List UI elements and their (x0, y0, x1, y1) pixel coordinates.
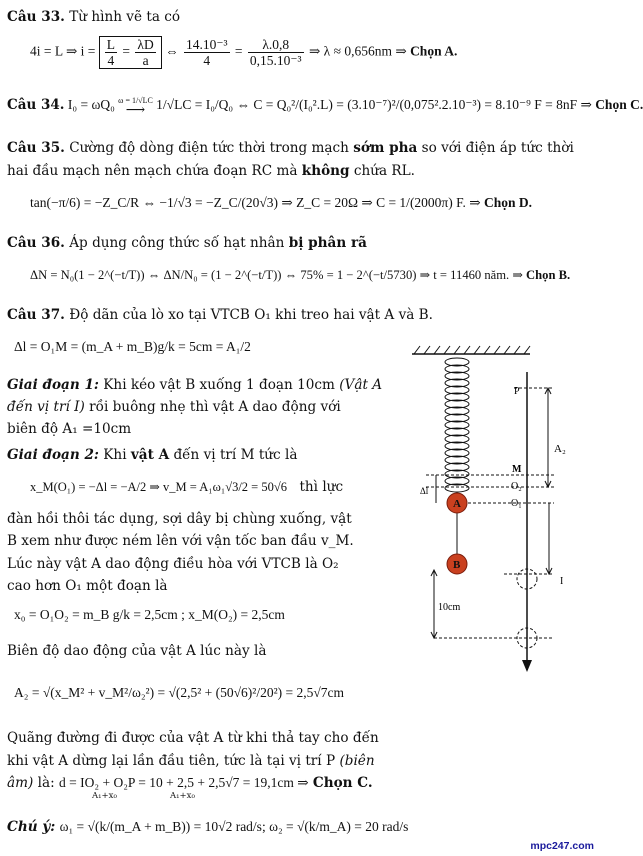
q35-line2 (7, 162, 415, 180)
axis-arrow (522, 660, 532, 672)
q36-title: Câu 36. (7, 235, 65, 251)
q37-eq-d: d = IO₂ + O₂P = 10 + 2,5 + 2,5√7 = 19,1cm ⇒ (59, 775, 309, 790)
q34-arrow-label: ω = 1/√LC (118, 96, 153, 106)
q37-dist-note: (biên (339, 753, 375, 769)
q34-answer: Chọn C. (595, 97, 643, 112)
q33-f2-den: a (142, 53, 149, 68)
q37-eq-dl: Δl = O₁M = (m_A + m_B)g/k = 5cm = A₁/2 (14, 339, 251, 354)
spring (445, 358, 469, 492)
q34-text-b: 1/√LC = I₀/Q₀ ⇔ C = Q₀²/(I₀².L) = (3.10⁻⁷)²/(0,075².2.10⁻³) = 8.10⁻⁹ F = 8nF ⇒ (156, 97, 592, 112)
label-o1: O₁ (511, 498, 522, 509)
ball-a-label: A (453, 498, 461, 510)
q37-phase1-l1 (7, 376, 382, 394)
q36-equation (30, 266, 570, 284)
q34-arrow: ω = 1/√LC ⟶ (118, 96, 153, 118)
q37-phase1-note-a: (Vật A (339, 377, 383, 393)
q34-line (7, 96, 643, 118)
q36-eq: ΔN = N₀(1 − 2^(−t/T)) ⇔ ΔN/N₀ = (1 − 2^(−t/T)) ⇔ 75% = 1 − 2^(−t/5730) ⇒ t = 11460 năm. ⇒ (30, 268, 523, 282)
q37-phase1-l2 (7, 398, 341, 416)
q35-l1-a: Cường độ dòng điện tức thời trong mạch (69, 140, 349, 156)
q34-text-a: I₀ = ωQ₀ (67, 97, 115, 112)
q33-f3-den: 4 (203, 53, 211, 68)
q37-intro-line (7, 306, 433, 324)
q37-answer: Chọn C. (312, 775, 373, 791)
label-o2: O₂ (511, 481, 522, 492)
q37-p2-l4: B xem như được ném lên với vận tốc ban đầu v_M. (7, 533, 354, 549)
site-watermark: mpc247.com (530, 840, 594, 852)
q33-f4-num: λ.0,8 (248, 37, 304, 53)
q33-result: ⇒ λ ≈ 0,656nm ⇒ (308, 43, 407, 59)
q35-l1-b: so với điện áp tức thời (421, 140, 574, 156)
q35-eq: tan(−π/6) = −Z_C/R ⇔ −1/√3 = −Z_C/(20√3) ⇒ Z_C = 20Ω ⇒ C = 1/(2000π) F. ⇒ (30, 195, 481, 210)
q37-underbrace-label-1: A₁+x₀ (92, 791, 117, 801)
q37-phase1-label: Giai đoạn 1: (7, 377, 99, 393)
q37-dist-note2: âm) (7, 775, 34, 791)
q33-boxed-fractions (99, 36, 162, 69)
q37-eq-a2: A₂ = √(x_M² + v_M²/ω₂²) = √(2,5² + (50√6)²/20²) = 2,5√7cm (14, 685, 345, 700)
q35-l1-bold: sớm pha (353, 140, 418, 156)
q37-dist-la: là: (37, 775, 55, 791)
q37-phase1-note-b: đến vị trí I) (7, 399, 85, 415)
q36-answer: Chọn B. (526, 268, 571, 282)
ball-b-label: B (453, 559, 461, 571)
q35-line1 (7, 139, 574, 157)
label-10cm: 10cm (438, 602, 461, 613)
q35-l2-bold: không (301, 163, 350, 179)
spring-diagram (404, 342, 600, 682)
q37-dist-l2-text: khi vật A dừng lại lần đầu tiên, tức là tại vị trí P (7, 753, 336, 769)
q37-underbrace-label-2: A₁+x₀ (170, 791, 195, 801)
q37-phase1-a: Khi kéo vật B xuống 1 đoạn 10cm (103, 377, 335, 393)
label-i: I (560, 576, 564, 587)
q37-p2-l3: đàn hồi thôi tác dụng, sợi dây bị chùng xuống, vật (7, 511, 352, 527)
q37-phase2-label: Giai đoạn 2: (7, 447, 99, 463)
q33-title: Câu 33. (7, 9, 65, 25)
label-m: M (512, 464, 522, 475)
q37-title: Câu 37. (7, 307, 65, 323)
q33-intro: Từ hình vẽ ta có (69, 9, 181, 25)
q36-line (7, 234, 367, 252)
q35-equation (30, 194, 532, 212)
q37-dist-l1: Quãng đường đi được của vật A từ khi thả tay cho đến (7, 730, 379, 746)
q37-eq-xm (30, 478, 343, 496)
q33-eq-start: 4i = L ⇒ i = (30, 43, 96, 59)
q34-title: Câu 34. (7, 97, 65, 113)
q35-title: Câu 35. (7, 140, 65, 156)
q37-amp-text: Biên độ dao động của vật A lúc này là (7, 643, 267, 659)
q37-p2-l6: cao hơn O₁ một đoạn là (7, 578, 168, 594)
q33-f1-num: L (106, 37, 116, 52)
q33-f4-den: 0,15.10⁻³ (249, 53, 302, 68)
q37-note (7, 818, 408, 836)
q37-phase1-b: rồi buông nhẹ thì vật A dao động với (89, 399, 341, 415)
q37-eq-xm-tail: thì lực (299, 479, 344, 495)
ceiling-hatch (414, 346, 530, 354)
q35-answer: Chọn D. (483, 195, 532, 210)
q33-arrow: ⇔ (165, 43, 179, 59)
q37-dist-l3 (7, 774, 373, 792)
q33-equation: 4i = L ⇒ i = $\frac{L}{4}$ = $\frac{\lambda D}{a}$ ⇔ $\frac{\text{14.10⁻³}}{4}$ = $\frac{\lambda.0,8}{\text{0,15.10⁻³}}$ ⇒ λ ≈ 0,656nm ⇒ Chọn A. (30, 37, 458, 68)
q37-phase2-bold: vật A (130, 447, 170, 463)
q33-f1-den: 4 (107, 53, 115, 68)
q37-phase2-b: đến vị trí M tức là (173, 447, 298, 463)
q33-f3-num: 14.10⁻³ (185, 37, 228, 52)
q37-eq-xm-text: x_M(O₁) = −Δl = −A/2 ⇒ v_M = A₁ω₁√3/2 = 50√6 (30, 480, 287, 494)
q37-dist-l2 (7, 752, 375, 770)
q33-eq-sign: = (122, 43, 131, 59)
q37-intro: Độ dãn của lò xo tại VTCB O₁ khi treo hai vật A và B. (69, 307, 433, 323)
q37-note-label: Chú ý: (7, 819, 56, 835)
q37-phase2-l1 (7, 446, 297, 464)
q35-l2-b: chứa RL. (353, 163, 416, 179)
q37-p2-l5: Lúc này vật A dao động điều hòa với VTCB là O₂ (7, 556, 339, 572)
q37-phase1-l3: biên độ A₁ =10cm (7, 421, 132, 437)
q37-note-eq: ω₁ = √(k/(m_A + m_B)) = 10√2 rad/s; ω₂ = √(k/m_A) = 20 rad/s (59, 819, 409, 834)
label-dl: Δl (420, 486, 429, 496)
q35-l2-a: hai đầu mạch nên mạch chứa đoạn RC mà (7, 163, 298, 179)
label-p: P (514, 386, 520, 397)
q36-text: Áp dụng công thức số hạt nhân (69, 235, 285, 251)
label-a2: A₂ (554, 443, 566, 455)
q33-answer: Chọn A. (410, 43, 458, 59)
q33-f2-num: λD (137, 37, 154, 52)
q33-header (7, 8, 180, 26)
q36-bold: bị phân rã (288, 235, 367, 251)
q37-phase2-a: Khi (103, 447, 127, 463)
q37-eq-x0: x₀ = O₁O₂ = m_B g/k = 2,5cm ; x_M(O₂) = 2,5cm (14, 607, 285, 622)
